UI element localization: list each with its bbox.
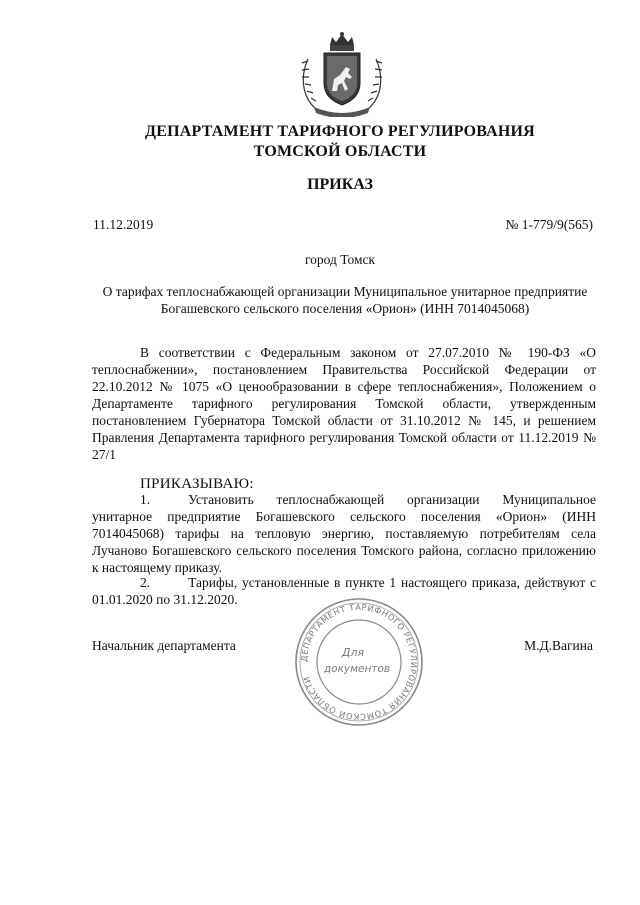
order-item-1-text: Установить теплоснабжающей организации Муниципальное унитарное предприятие Богашевского сельского поселения «Орион» (ИНН 7014045068) тарифы на тепловую энергию, поставляемую потребителям села Лучаново Богашевского сельского поселения Томского района, согласно приложению к настоящему приказу. (92, 492, 596, 575)
department-title-line1: ДЕПАРТАМЕНТ ТАРИФНОГО РЕГУЛИРОВАНИЯ (145, 123, 535, 140)
order-item-1-number: 1. (140, 492, 151, 507)
official-stamp (293, 596, 425, 728)
preamble-paragraph: В соответствии с Федеральным законом от 27.07.2010 № 190-ФЗ «О теплоснабжении», постановлением Правительства Российской Федерации от 22.10.2012 № 1075 «О ценообразовании в сфере теплоснабжения», Положением о Департаменте тарифного регулирования Томской области, утвержденным постановлением Губернатора Томской области от 31.10.2012 № 145, и решением Правления Департамента тарифного регулирования Томской области от 11.12.2019 № 27/1 (92, 345, 596, 462)
department-title-line2: ТОМСКОЙ ОБЛАСТИ (253, 143, 427, 160)
order-date: 11.12.2019 (93, 217, 154, 232)
order-item-2-text: Тарифы, установленные в пункте 1 настоящего приказа, действуют с 01.01.2020 по 31.12.2020. (92, 575, 596, 607)
signer-role: Начальник департамента (92, 638, 236, 653)
order-subject (90, 283, 600, 317)
order-item-2-number: 2. (140, 575, 151, 590)
order-number: № 1-779/9(565) (505, 217, 593, 232)
order-subject-line1: О тарифах теплоснабжающей организации Муниципальное унитарное предприятие (102, 284, 588, 299)
order-item-1 (92, 491, 596, 576)
signer-name: М.Д.Вагина (524, 638, 593, 653)
stamp-center-line2: документов (323, 663, 391, 675)
coat-of-arms-emblem (296, 31, 388, 117)
document-type-heading: ПРИКАЗ (307, 176, 373, 193)
order-subject-line2: Богашевского сельского поселения «Орион» (ИНН 7014045068) (160, 301, 530, 316)
stamp-center-line1: Для (341, 646, 365, 659)
order-verb: ПРИКАЗЫВАЮ: (140, 476, 254, 492)
stamp-ring-text: ДЕПАРТАМЕНТ ТАРИФНОГО РЕГУЛИРОВАНИЯ ТОМСКОЙ ОБЛАСТИ (298, 601, 420, 723)
city-label: город Томск (304, 252, 376, 267)
